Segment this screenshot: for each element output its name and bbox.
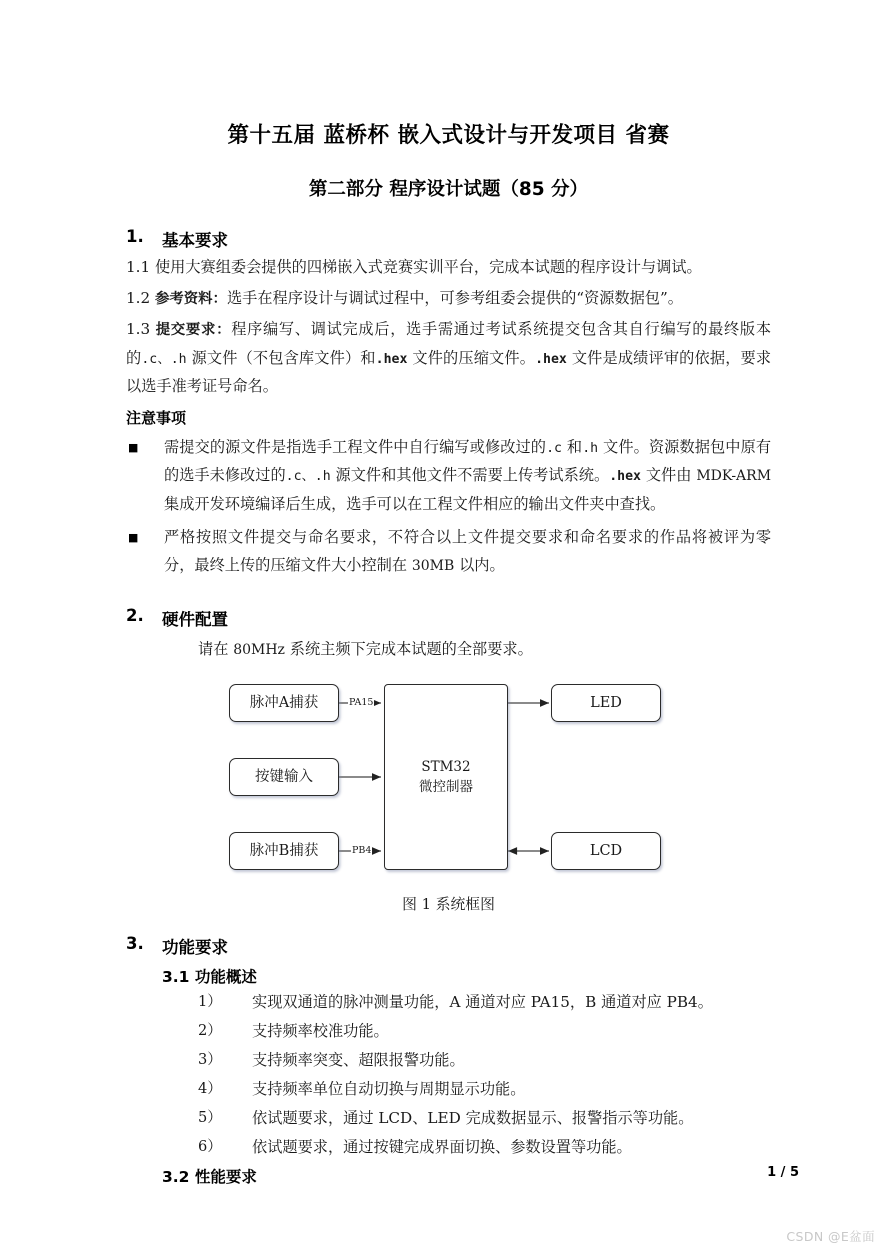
list-item [198,1133,771,1161]
section-2-body-a: 请在 [198,640,229,658]
item-1-3-number: 1.3 [126,320,151,338]
notice-bullet-1-body [164,434,771,519]
list-item-text: 支持频率突变、超限报警功能。 [252,1050,465,1069]
page-title: 第十五届 蓝桥杯 嵌入式设计与开发项目 省赛 [227,123,670,148]
list-item-number: 1） [198,992,222,1010]
list-item-text: 支持频率单位自动切换与周期显示功能。 [252,1079,526,1098]
section-2-heading [126,606,771,630]
item-1-3-text-d: 文件是成绩评审的依据，要求以选手准考证号命名。 [126,348,772,395]
nb1-text-d: 源文件和其他文件不需要上传考试系统。 [335,466,610,484]
section-2-body-freq: 80MHz [233,642,285,658]
section-1-heading [126,227,771,251]
list-item [198,988,771,1016]
section-2-body [198,636,771,665]
nb1-text-e: 文件由 [645,466,692,484]
block-pulse-a-capture: 脉冲A捕获 [229,684,339,722]
nb2-lat-a: 30MB [411,557,455,574]
nb1-code-a: .c [546,440,562,456]
item-1-2-number: 1.2 [126,288,151,307]
notice-heading: 注意事项 [126,408,187,427]
figure-caption: 图 1 系统框图 [402,895,495,913]
section-2-number: 2. [126,606,144,625]
list-item [198,1017,771,1045]
section-3-title: 功能要求 [162,937,228,957]
nb1-code-d: .hex [609,469,641,484]
list-item [198,1075,771,1103]
list-item-number: 6） [198,1137,222,1155]
item-1-3-code-c: .hex [535,351,567,367]
nb1-text-c: 文件。资源数据包中原有的选手未修改过的 [164,437,772,484]
block-stm32-line2: 微控制器 [419,778,473,795]
section-2-body-b: 系统主频下完成本试题的全部要求。 [289,640,533,658]
list-item-number: 5） [198,1108,222,1126]
item-1-3-text-a: 程序编写、调试完成后，选手需通过考试系统提交包含其自行编写的最终版本的 [126,320,772,367]
block-lcd: LCD [551,832,661,870]
item-1-1 [126,254,771,282]
notice-bullet-2-body [164,524,771,580]
bullet-square-icon: ■ [128,531,139,544]
section-3-2-number: 3.2 [162,1167,190,1186]
nb1-text-b: 和 [566,437,583,456]
item-1-1-number: 1.1 [126,258,151,276]
section-3-1-title: 功能概述 [194,967,257,986]
list-item-text: 实现双通道的脉冲测量功能，A 通道对应 PA15，B 通道对应 PB4。 [252,992,713,1011]
item-1-3-text-b: 源文件（不包含库文件）和 [191,348,376,367]
block-stm32-mcu [384,684,508,870]
list-item-text: 依试题要求，通过 LCD、LED 完成数据显示、报警指示等功能。 [252,1108,694,1127]
nb2-text-b: 以内。 [459,555,505,574]
nb1-code-c: .c、.h [285,469,331,484]
section-3-1-heading [162,965,771,987]
item-1-3 [126,316,771,401]
item-1-1-text: 使用大赛组委会提供的四梯嵌入式竞赛实训平台，完成本试题的程序设计与调试。 [154,258,702,276]
nb2-text-a: 严格按照文件提交与命名要求，不符合以上文件提交要求和命名要求的作品将被评为零分，最终上传的压缩文件大小控制在 [164,528,771,574]
item-1-3-code-a: .c、.h [141,351,187,367]
block-key-input: 按键输入 [229,758,339,796]
item-1-2-label: 参考资料： [154,290,227,307]
system-block-diagram [126,673,771,883]
block-pulse-b-capture: 脉冲B捕获 [229,832,339,870]
page-subtitle: 第二部分 程序设计试题（85 分） [308,179,589,200]
edge-label-pa15: PA15 [349,696,374,708]
document-content [126,0,771,1187]
item-1-3-code-b: .hex [375,351,408,367]
list-item-number: 2） [198,1021,222,1039]
section-1-number: 1. [126,227,144,246]
watermark: CSDN @E盆面 [786,1229,875,1244]
item-1-3-text-c: 文件的压缩文件。 [412,348,536,367]
nb1-text-a: 需提交的源文件是指选手工程文件中自行编写或修改过的 [164,437,547,456]
edge-label-pb4: PB4 [352,844,372,856]
section-3-heading [126,934,771,958]
list-item-number: 3） [198,1050,222,1068]
item-1-3-label: 提交要求： [155,322,232,338]
section-1-title: 基本要求 [162,231,228,250]
list-item [198,1104,771,1132]
section-3-2-heading [162,1165,771,1187]
list-item-text: 支持频率校准功能。 [252,1021,389,1040]
section-3-2-title: 性能要求 [194,1167,257,1186]
nb1-lat-a: MDK-ARM [696,468,772,484]
nb1-code-b: .h [582,440,599,456]
section-3-1-list [126,988,771,1161]
block-led: LED [551,684,661,722]
page-number: 1 / 5 [767,1165,799,1180]
item-1-2 [126,285,771,314]
item-1-2-text: 选手在程序设计与调试过程中，可参考组委会提供的“资源数据包”。 [226,288,683,307]
bullet-square-icon: ■ [128,440,139,454]
list-item-text: 依试题要求，通过按键完成界面切换、参数设置等功能。 [252,1137,632,1156]
notice-bullet-1 [126,434,771,519]
nb1-text-f: 集成开发环境编译后生成，选手可以在工程文件相应的输出文件夹中查找。 [164,494,666,513]
section-3-1-number: 3.1 [162,967,190,986]
section-2-title: 硬件配置 [162,610,228,629]
list-item [198,1046,771,1074]
notice-bullet-2 [126,524,771,580]
section-3-number: 3. [126,933,144,953]
list-item-number: 4） [198,1079,222,1097]
block-stm32-line1: STM32 [421,758,471,775]
